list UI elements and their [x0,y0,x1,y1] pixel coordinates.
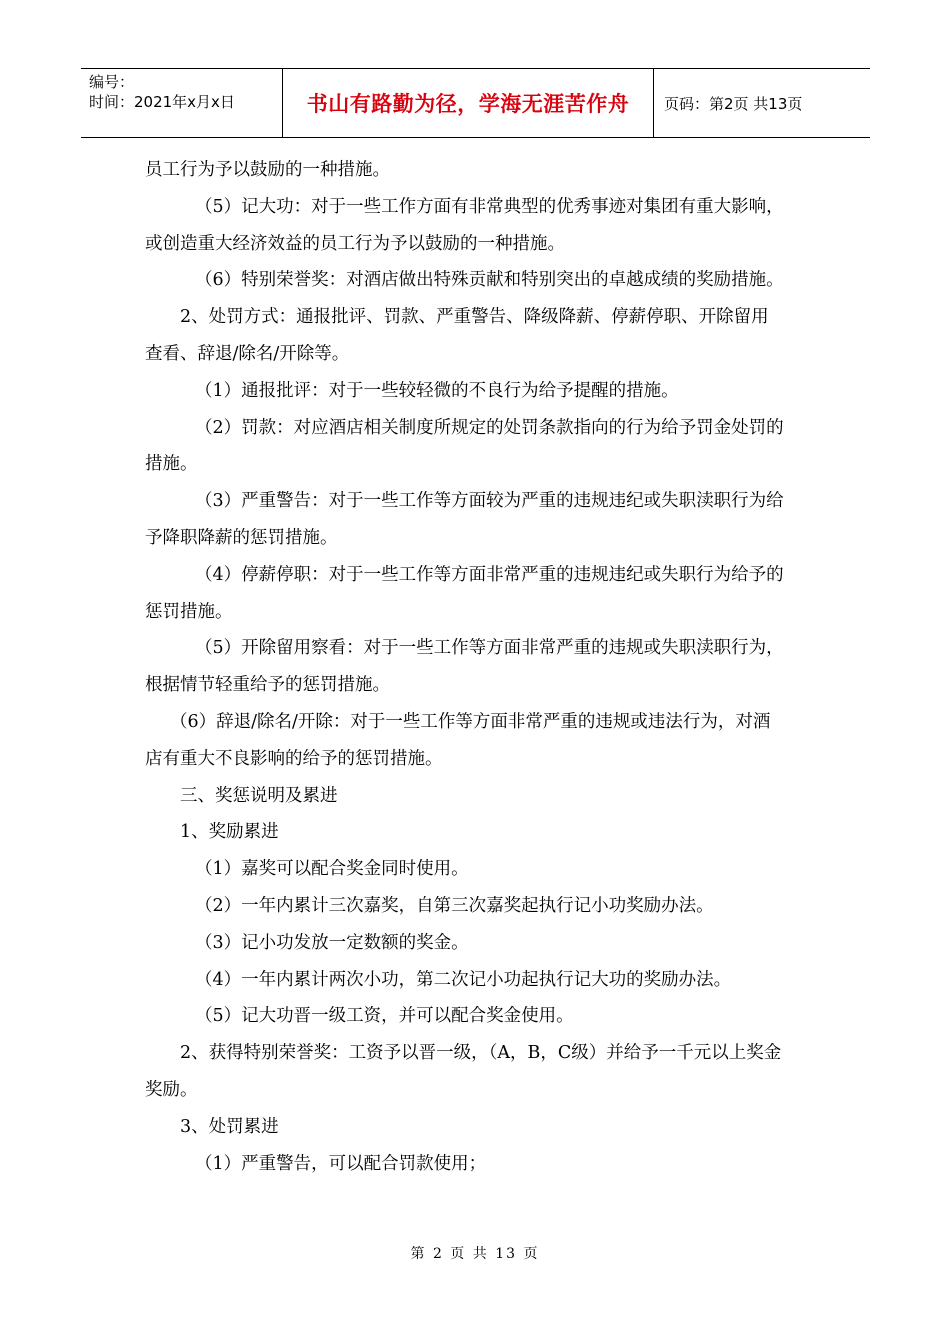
list-item: （3）记小功发放一定数额的奖金。 [195,932,469,953]
page-footer [0,1243,950,1263]
paragraph: 2、获得特别荣誉奖：工资予以晋一级，（A，B，C级）并给予一千元以上奖金奖励。 [145,1043,782,1100]
paragraph: （2）罚款：对应酒店相关制度所规定的处罚条款指向的行为给予罚金处罚的措施。 [145,417,784,475]
document-body [145,152,785,1182]
paragraph: 员工行为予以鼓励的一种措施。 [145,160,390,180]
paragraph: （5）记大功：对于一些工作方面有非常典型的优秀事迹对集团有重大影响，或创造重大经济效益的员工行为予以鼓励的一种措施。 [145,196,784,254]
paragraph: 2、处罚方式：通报批评、罚款、严重警告、降级降薪、停薪停职、开除留用查看、辞退/除名/开除等。 [145,307,769,364]
paragraph: （1）通报批评：对于一些较轻微的不良行为给予提醒的措施。 [195,380,679,401]
list-item: （5）记大功晋一级工资，并可以配合奖金使用。 [195,1006,574,1027]
list-item: （4）一年内累计两次小功，第二次记小功起执行记大功的奖励办法。 [195,969,732,990]
subsection-heading: 3、处罚累进 [180,1116,279,1137]
subsection-heading: 1、奖励累进 [180,822,279,843]
header-motto: 书山有路勤为径，学海无涯苦作舟 [306,92,630,116]
document-time-label: 时间：2021年x月x日 [89,93,235,111]
document-number-label: 编号： [89,73,135,91]
header-motto-cell [282,69,654,137]
footer-page-number: 第 2 页 共 13 页 [410,1246,540,1262]
list-item: （1）严重警告，可以配合罚款使用； [195,1153,487,1174]
paragraph: （6）特别荣誉奖：对酒店做出特殊贡献和特别突出的卓越成绩的奖励措施。 [195,270,784,291]
list-item: （1）嘉奖可以配合奖金同时使用。 [195,859,469,880]
paragraph: （3）严重警告：对于一些工作等方面较为严重的违规违纪或失职渎职行为给予降职降薪的惩罚措施。 [145,491,784,548]
header-page-cell [654,69,870,137]
paragraph: （4）停薪停职：对于一些工作等方面非常严重的违规违纪或失职行为给予的惩罚措施。 [145,564,784,622]
document-header [81,68,870,138]
list-item: （2）一年内累计三次嘉奖，自第三次嘉奖起执行记小功奖励办法。 [195,895,714,916]
paragraph: （5）开除留用察看：对于一些工作等方面非常严重的违规或失职渎职行为，根据情节轻重给予的惩罚措施。 [145,638,784,696]
header-meta [81,69,282,137]
paragraph: （6）辞退/除名/开除：对于一些工作等方面非常严重的违规或违法行为，对酒店有重大不良影响的给予的惩罚措施。 [145,711,771,769]
header-page-label: 页码：第2页 共13页 [664,94,803,113]
section-heading: 三、奖惩说明及累进 [180,785,338,806]
